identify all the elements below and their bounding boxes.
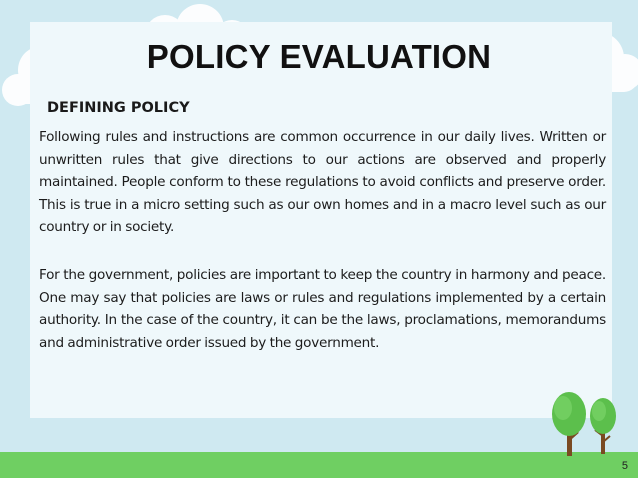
paragraph-2: For the government, policies are important to keep the country in harmony and peace. One may say that policies are laws or rules and regulations implemented by a certain authority. In the case of the country, it can be the laws, proclamations, memorandums and administrative order issued by the government. bbox=[39, 267, 606, 351]
paragraph-1: Following rules and instructions are common occurrence in our daily lives. Written or unwritten rules that give directions to our actions are observed and properly maintained. People conform to these regulations to avoid conflicts and preserve order. This is true in a micro setting such as our own homes and in a macro level such as our country or in society. bbox=[39, 129, 606, 236]
section-heading: DEFINING POLICY bbox=[47, 100, 190, 116]
tree-icon bbox=[590, 398, 616, 454]
tree-icon bbox=[552, 392, 586, 456]
trees-illustration bbox=[548, 390, 624, 456]
page-number: 5 bbox=[621, 460, 628, 472]
slide-title: POLICY EVALUATION bbox=[146, 38, 492, 75]
grass-strip bbox=[0, 452, 638, 478]
